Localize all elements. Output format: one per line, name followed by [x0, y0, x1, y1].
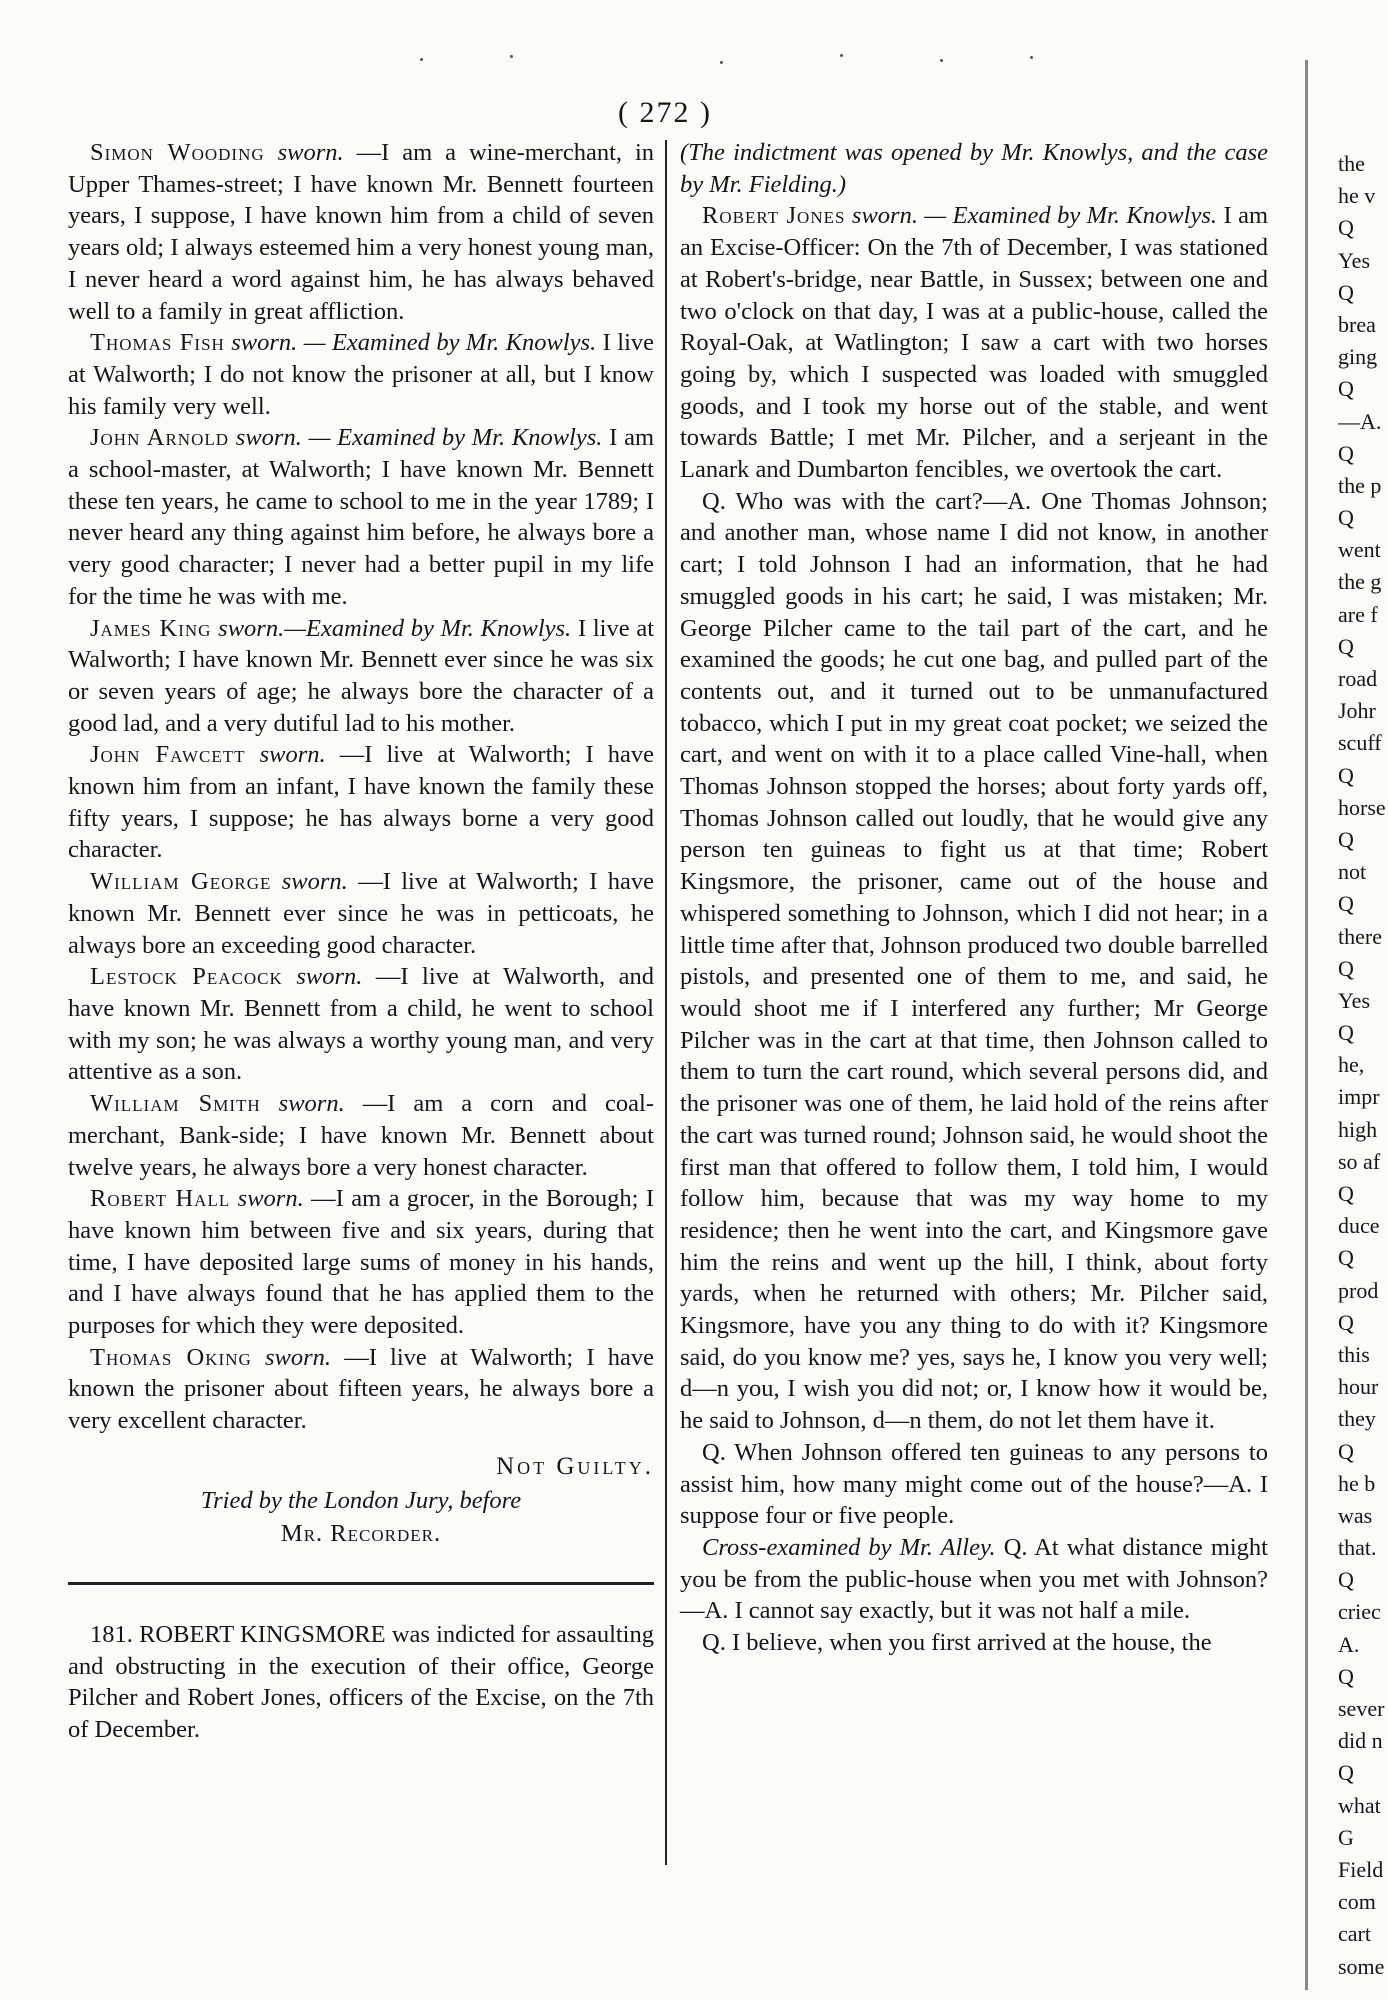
testimony-entry	[68, 327, 654, 422]
testimony-text: —I am a grocer, in the Borough; I have known him between five and six years, during that time, I have deposited large sums of money in his hands, and I have always found that he has applied them to the purposes for which they were deposited.	[68, 1185, 655, 1340]
qa-paragraph: Q. When Johnson offered ten guineas to any persons to assist him, how many might come out of the house?—A. I suppose four or five people.	[680, 1438, 1268, 1530]
edge-fragment: com	[1338, 1889, 1376, 1915]
edge-fragment: Q	[1338, 891, 1354, 917]
cross-text: Q. At what distance might you be from the public-house when you met with Johnson?—A. I cannot say exactly, but it was not half a mile.	[680, 1533, 1268, 1625]
edge-fragment: criec	[1338, 1599, 1381, 1625]
edge-fragment: there	[1338, 923, 1382, 949]
sworn-note: sworn.	[264, 1343, 331, 1371]
indictment-note: (The indictment was opened by Mr. Knowlys, and the case by Mr. Fielding.)	[680, 139, 1268, 198]
facing-page-fragments	[1338, 148, 1388, 1983]
witness-name: John Arnold	[90, 424, 230, 452]
case-introduction: 181. ROBERT KINGSMORE was indicted for assaulting and obstructing in the execution of their office, George Pilcher and Robert Jones, officers of the Excise, on the 7th of December.	[68, 1620, 654, 1744]
sworn-note: sworn. — Examined by Mr. Knowlys.	[231, 329, 597, 357]
witness-name: Simon Wooding	[90, 139, 265, 166]
edge-fragment: hour	[1338, 1374, 1379, 1400]
edge-fragment: Q	[1338, 505, 1354, 531]
edge-fragment: Q	[1338, 955, 1354, 981]
testimony-text: —I am a corn and coal-merchant, Bank-side; I have known Mr. Bennett about twelve years, he always bore a very honest character.	[68, 1090, 655, 1181]
witness-name: Lestock Peacock	[90, 963, 283, 991]
witness-entry	[680, 200, 1268, 485]
binding-edge	[1305, 60, 1308, 1990]
edge-fragment: prod	[1338, 1277, 1379, 1303]
witness-sworn: sworn. — Examined by Mr. Knowlys.	[851, 202, 1217, 230]
edge-fragment: this	[1338, 1341, 1370, 1367]
edge-fragment: Q	[1338, 633, 1354, 659]
testimony-text: I am a school-master, at Walworth; I have known Mr. Bennett these ten years, he came to school to me in the year 1789; I never heard any thing against him before, he always bore a very good character; I never had a better pupil in my life for the time he was with me.	[68, 424, 655, 610]
edge-fragment: Q	[1338, 1438, 1354, 1464]
question-answer-list	[680, 486, 1268, 1532]
edge-fragment: went	[1338, 537, 1381, 563]
testimony-entry	[68, 739, 654, 866]
testimony-text: —I live at Walworth, and have known Mr. Bennett from a child, he went to school with my son; he was always a worthy young man, and very attentive as a son.	[68, 963, 655, 1086]
sworn-note: sworn. — Examined by Mr. Knowlys.	[235, 424, 603, 452]
edge-fragment: what	[1338, 1792, 1381, 1818]
tried-line-1: Tried by the London Jury, before	[200, 1486, 522, 1514]
testimony-entry	[68, 1183, 654, 1342]
edge-fragment: Q	[1338, 279, 1354, 305]
middle-column	[680, 137, 1268, 1659]
edge-fragment: ging	[1338, 344, 1378, 370]
print-specks	[420, 52, 1100, 66]
edge-fragment: are f	[1338, 601, 1378, 627]
witness-name: Thomas Fish	[90, 329, 225, 357]
witness-name: William Smith	[90, 1090, 261, 1118]
testimony-text: —I live at Walworth; I have known him from an infant, I have known the family these fifty years, I suppose; he has always borne a very good character.	[68, 741, 655, 864]
witness-name: William George	[90, 868, 272, 896]
edge-fragment: Yes	[1338, 987, 1371, 1013]
edge-fragment: he b	[1338, 1470, 1376, 1496]
testimony-text: —I am a wine-merchant, in Upper Thames-street; I have known Mr. Bennett fourteen years, I suppose, I have known him from a child of seven years old; I always esteemed him a very honest young man, I never heard a word against him, he has always behaved well to a family in great affliction.	[68, 139, 655, 325]
edge-fragment: some	[1338, 1953, 1385, 1979]
section-divider	[68, 1582, 654, 1585]
sworn-note: sworn.	[237, 1185, 304, 1213]
edge-fragment: G	[1338, 1824, 1354, 1850]
edge-fragment: scuff	[1338, 730, 1382, 756]
edge-fragment: Q	[1338, 376, 1354, 402]
testimony-entry	[68, 137, 654, 327]
edge-fragment: A.	[1338, 1631, 1360, 1657]
edge-fragment: that.	[1338, 1535, 1377, 1561]
edge-fragment: road	[1338, 666, 1378, 691]
testimony-list	[68, 137, 654, 1437]
edge-fragment: Field	[1338, 1856, 1384, 1882]
sworn-note: sworn.	[278, 1090, 345, 1118]
sworn-note: sworn.	[296, 963, 363, 991]
sworn-note: sworn.—Examined by Mr. Knowlys.	[218, 614, 572, 642]
testimony-text: I live at Walworth; I have known Mr. Bennett ever since he was six or seven years of age; he always bore the character of a good lad, and a very dutiful lad to his mother.	[68, 614, 654, 737]
verdict: Not Guilty.	[496, 1452, 654, 1480]
edge-fragment: the g	[1338, 569, 1382, 595]
witness-name: Robert Jones	[702, 202, 846, 230]
edge-fragment: sever	[1338, 1696, 1385, 1721]
last-paragraph: Q. I believe, when you first arrived at the house, the	[702, 1629, 1212, 1657]
edge-fragment: brea	[1338, 311, 1376, 337]
edge-fragment: Q	[1338, 762, 1354, 788]
edge-fragment: they	[1338, 1406, 1376, 1432]
witness-name: John Fawcett	[90, 741, 246, 769]
sworn-note: sworn.	[259, 741, 326, 769]
sworn-note: sworn.	[277, 139, 344, 166]
witness-name: Robert Hall	[90, 1185, 231, 1213]
edge-fragment: Q	[1338, 1181, 1354, 1206]
page-number: ( 272 )	[618, 96, 712, 129]
edge-fragment: impr	[1338, 1084, 1380, 1110]
edge-fragment: Q	[1338, 826, 1354, 852]
witness-name: James King	[90, 614, 212, 642]
sworn-note: sworn.	[281, 868, 348, 896]
edge-fragment: so af	[1338, 1148, 1381, 1174]
column-rule	[665, 140, 667, 1865]
edge-fragment: Q	[1338, 1020, 1354, 1046]
testimony-text: —I live at Walworth; I have known the prisoner about fifteen years, he always bore a very excellent character.	[68, 1343, 655, 1435]
tried-line-2: Mr. Recorder.	[280, 1520, 442, 1548]
edge-fragment: was	[1338, 1502, 1373, 1528]
edge-fragment: the p	[1338, 472, 1382, 498]
edge-fragment: the	[1338, 151, 1365, 176]
testimony-entry	[68, 866, 654, 961]
testimony-entry	[68, 1342, 654, 1437]
edge-fragment: he,	[1338, 1052, 1365, 1078]
edge-fragment: did n	[1338, 1728, 1383, 1754]
edge-fragment: —A.	[1338, 408, 1382, 434]
testimony-entry	[68, 613, 654, 740]
witness-text: I am an Excise-Officer: On the 7th of December, I was stationed at Robert's-bridge, near Battle, in Sussex; between one and two o'clock on that day, I was at a public-house, called the Royal-Oak, at Watlington; I saw a cart with two horses going by, which I suspected was loaded with smuggled goods, and I took my horse out of the stable, and went towards Battle; I met Mr. Pilcher, and a serjeant in the Lanark and Dumbarton fencibles, we overtook the cart.	[680, 202, 1269, 484]
testimony-entry	[68, 1088, 654, 1183]
edge-fragment: high	[1338, 1116, 1378, 1142]
testimony-entry	[68, 422, 654, 612]
edge-fragment: Q	[1338, 1663, 1354, 1689]
edge-fragment: Q	[1338, 440, 1354, 466]
edge-fragment: cart	[1338, 1921, 1371, 1947]
testimony-entry	[68, 961, 654, 1088]
edge-fragment: Q	[1338, 1567, 1354, 1593]
edge-fragment: Q	[1338, 1245, 1354, 1271]
edge-fragment: Q	[1338, 1309, 1354, 1335]
testimony-text: —I live at Walworth; I have known Mr. Bennett ever since he was in petticoats, he always bore an exceeding good character.	[68, 868, 654, 959]
edge-fragment: Yes	[1338, 247, 1371, 273]
qa-paragraph: Q. Who was with the cart?—A. One Thomas Johnson; and another man, whose name I did not know, in another cart; I told Johnson I had an information, that he had smuggled goods in his cart; he said, I was mistaken; Mr. George Pilcher came to the tail part of the cart, and he examined the goods; he cut one bag, and pulled part of the contents out, and it turned out to be unmanufactured tobacco, which I put in my great coat pocket; we seized the cart, and went on with it to a place called Vine-hall, when Thomas Johnson stopped the horses; about forty yards off, Thomas Johnson called out loudly, that he would give any person ten guineas to fight us at that time; Robert Kingsmore, the prisoner, came out of the house and whispered something to Johnson, which I did not hear; in a little time after that, Johnson produced two double barrelled pistols, and presented one of them to me, and said, he would shoot me if I interfered any further; Mr George Pilcher was in the cart at that time, then Johnson called to them to turn the cart round, which several persons did, and the prisoner was one of them, he laid hold of the reins after the cart was turned round; Johnson said, he would shoot the first man that offered to follow them, I told him, I would follow him, because that was my way home to my residence; then he went into the cart, and Kingsmore gave him the reins and went up the hill, I think, about forty yards, when he returned with others; Mr. Pilcher said, Kingsmore, have you any thing to do with it? Kingsmore said, do you know me? yes, says he, I know you very well; d—n you, I wish you did not; or, I know how it would be, he said to Johnson, d—n them, do not let them have it.	[680, 487, 1268, 1435]
edge-fragment: Johr	[1338, 698, 1376, 724]
cross-label: Cross-examined by Mr. Alley.	[702, 1533, 996, 1561]
edge-fragment: not	[1338, 859, 1367, 885]
left-column	[68, 137, 654, 1746]
edge-fragment: Q	[1338, 1760, 1354, 1786]
edge-fragment: duce	[1338, 1213, 1380, 1239]
witness-name: Thomas Oking	[90, 1343, 252, 1371]
edge-fragment: he v	[1338, 183, 1376, 209]
edge-fragment: horse	[1338, 794, 1386, 820]
edge-fragment: Q	[1338, 215, 1354, 241]
testimony-text: I live at Walworth; I do not know the prisoner at all, but I know his family very well.	[68, 329, 655, 420]
cross-examination	[680, 1532, 1268, 1627]
